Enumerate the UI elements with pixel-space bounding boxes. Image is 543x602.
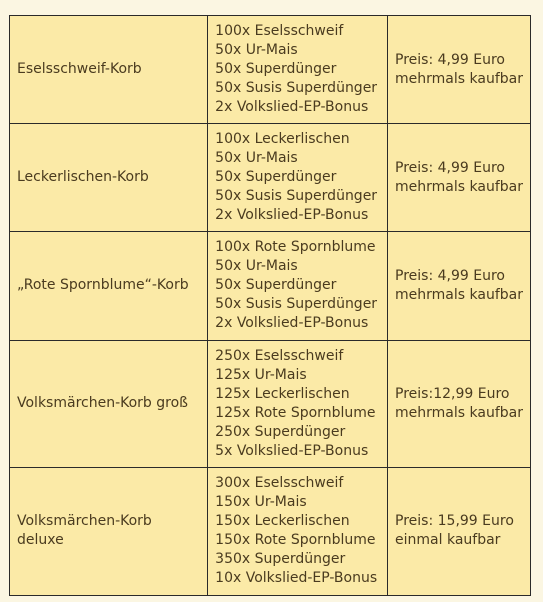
content-item: 150x Rote Spornblume (215, 532, 376, 549)
table-row (10, 467, 531, 595)
basket-contents-cell (208, 467, 388, 595)
basket-name-cell: Volksmärchen-Korb groß (10, 340, 208, 467)
availability-text: einmal kaufbar (395, 532, 501, 549)
basket-name-cell: „Rote Spornblume“-Korb (10, 232, 208, 340)
price-text: Preis:12,99 Euro (395, 385, 510, 402)
basket-contents-cell (208, 124, 388, 232)
content-item: 125x Leckerlischen (215, 385, 350, 402)
basket-contents-cell (208, 16, 388, 124)
content-item: 50x Ur-Mais (215, 150, 298, 167)
basket-price-cell (388, 467, 531, 595)
basket-contents-cell (208, 232, 388, 340)
content-item: 150x Leckerlischen (215, 513, 350, 530)
content-item: 350x Superdünger (215, 551, 346, 568)
content-item: 2x Volkslied-EP-Bonus (215, 207, 369, 224)
content-item: 125x Rote Spornblume (215, 404, 376, 421)
content-item: 50x Susis Superdünger (215, 188, 378, 205)
basket-price-cell (388, 124, 531, 232)
content-item: 125x Ur-Mais (215, 366, 307, 383)
content-item: 300x Eselsschweif (215, 475, 344, 492)
content-item: 50x Ur-Mais (215, 258, 298, 275)
price-text: Preis: 4,99 Euro (395, 51, 505, 68)
availability-text: mehrmals kaufbar (395, 286, 523, 303)
availability-text: mehrmals kaufbar (395, 70, 523, 87)
table-row (10, 340, 531, 467)
content-item: 2x Volkslied-EP-Bonus (215, 99, 369, 116)
content-item: 5x Volkslied-EP-Bonus (215, 442, 369, 459)
content-item: 50x Superdünger (215, 169, 337, 186)
content-item: 250x Superdünger (215, 423, 346, 440)
content-item: 50x Susis Superdünger (215, 296, 378, 313)
price-text: Preis: 4,99 Euro (395, 267, 505, 284)
content-item: 150x Ur-Mais (215, 494, 307, 511)
availability-text: mehrmals kaufbar (395, 404, 523, 421)
price-text: Preis: 15,99 Euro (395, 513, 514, 530)
table-row (10, 124, 531, 232)
content-item: 50x Superdünger (215, 277, 337, 294)
content-item: 100x Leckerlischen (215, 131, 350, 148)
table-row (10, 232, 531, 340)
basket-price-cell (388, 16, 531, 124)
basket-name-cell: Leckerlischen-Korb (10, 124, 208, 232)
content-item: 50x Superdünger (215, 61, 337, 78)
basket-price-cell (388, 232, 531, 340)
basket-name-cell: Volksmärchen-Korb deluxe (10, 467, 208, 595)
basket-table-wrapper (9, 15, 531, 596)
price-text: Preis: 4,99 Euro (395, 159, 505, 176)
content-item: 100x Eselsschweif (215, 23, 344, 40)
content-item: 100x Rote Spornblume (215, 239, 376, 256)
basket-offers-table (9, 15, 531, 596)
availability-text: mehrmals kaufbar (395, 178, 523, 195)
table-row (10, 16, 531, 124)
content-item: 250x Eselsschweif (215, 347, 344, 364)
basket-contents-cell (208, 340, 388, 467)
content-item: 10x Volkslied-EP-Bonus (215, 570, 378, 587)
content-item: 50x Susis Superdünger (215, 80, 378, 97)
basket-name-cell: Eselsschweif-Korb (10, 16, 208, 124)
content-item: 50x Ur-Mais (215, 42, 298, 59)
basket-price-cell (388, 340, 531, 467)
content-item: 2x Volkslied-EP-Bonus (215, 315, 369, 332)
